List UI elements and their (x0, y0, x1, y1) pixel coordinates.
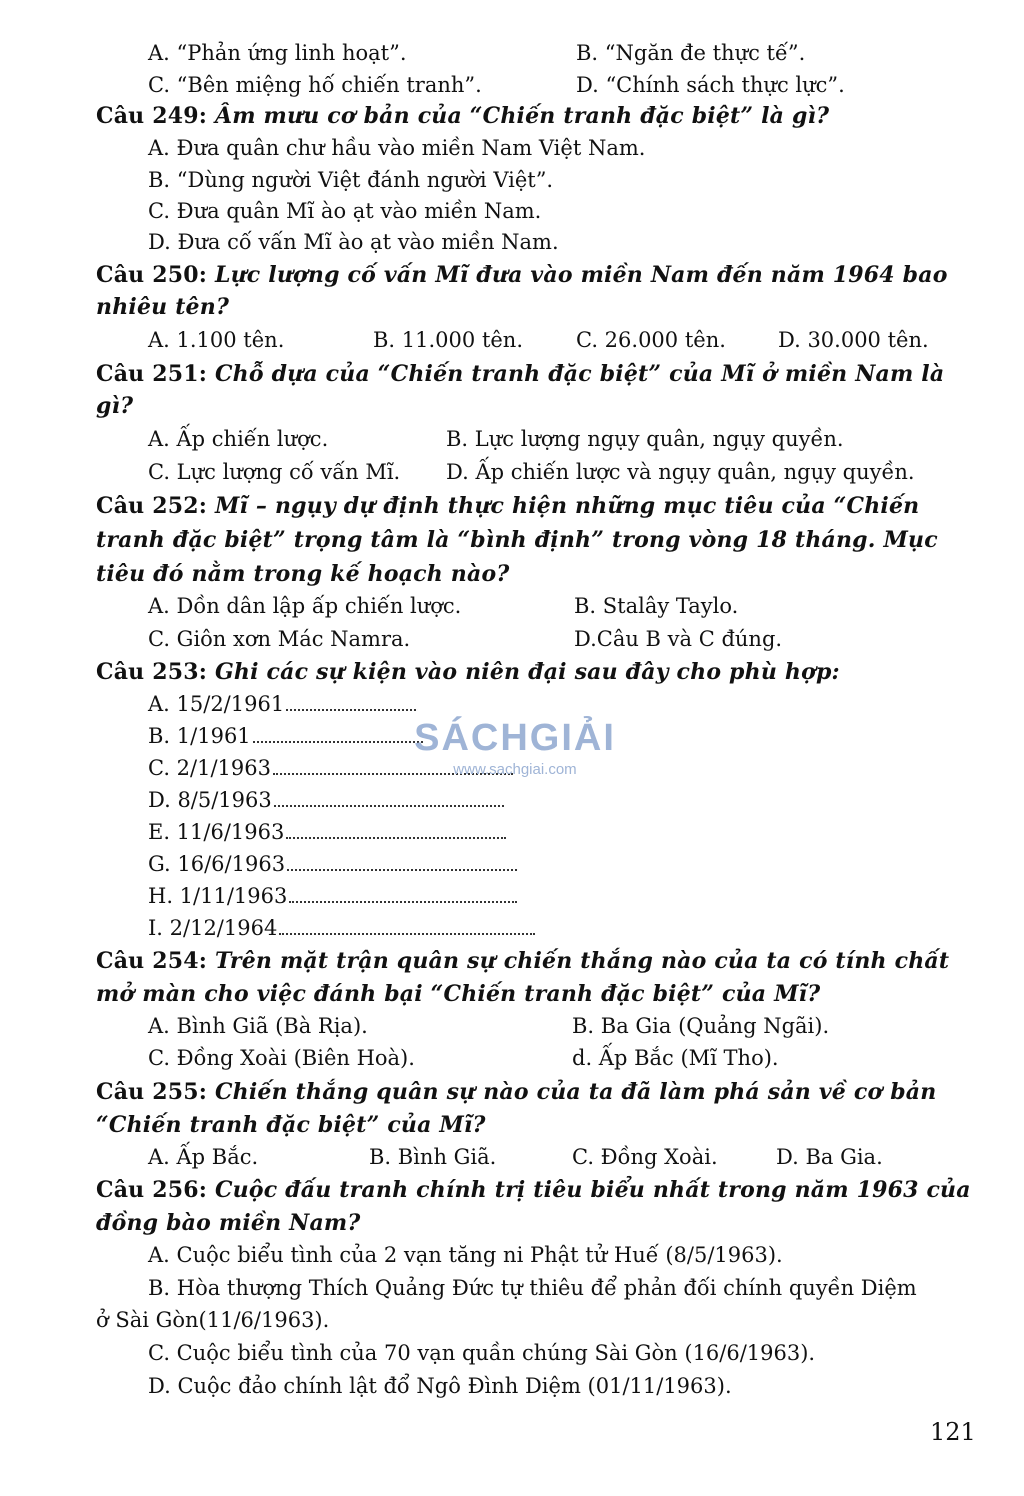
question-text: mở màn cho việc đánh bại “Chiến tranh đặc biệt” của Mĩ? (96, 981, 821, 1007)
q253-item-i (148, 912, 535, 944)
q253-item-e (148, 816, 506, 848)
question-number: Câu 256: (96, 1177, 208, 1203)
question-254-cont (96, 978, 820, 1010)
question-text: “Chiến tranh đặc biệt” của Mĩ? (96, 1112, 486, 1138)
question-255 (96, 1076, 936, 1108)
q250-option-c: C. 26.000 tên. (576, 328, 726, 352)
item-label: H. 1/11/1963 (148, 884, 288, 908)
q252-option-c: C. Giôn xơn Mác Namra. (148, 627, 411, 651)
q253-item-h (148, 880, 517, 912)
question-252-cont2 (96, 558, 509, 590)
item-label: D. 8/5/1963 (148, 788, 272, 812)
q255-option-c: C. Đồng Xoài. (572, 1145, 718, 1169)
watermark-url: www.sachgiai.com (453, 761, 577, 778)
question-text: Chiến thắng quân sự nào của ta đã làm phá sản về cơ bản (214, 1079, 937, 1105)
question-251-cont (96, 390, 133, 422)
blank-line (279, 915, 535, 935)
question-text: Mĩ – ngụy dự định thực hiện những mục tiêu của “Chiến (214, 493, 920, 519)
question-254 (96, 945, 949, 977)
q256-option-b-cont: ở Sài Gòn(11/6/1963). (96, 1308, 330, 1332)
q249-option-d: D. Đưa cố vấn Mĩ ào ạt vào miền Nam. (148, 230, 559, 254)
q256-option-d: D. Cuộc đảo chính lật đổ Ngô Đình Diệm (01/11/1963). (148, 1374, 732, 1398)
q253-item-g (148, 848, 517, 880)
blank-line (286, 819, 506, 839)
blank-line (286, 691, 416, 711)
q256-option-c: C. Cuộc biểu tình của 70 vạn quần chúng Sài Gòn (16/6/1963). (148, 1341, 816, 1365)
q256-option-b: B. Hòa thượng Thích Quảng Đức tự thiêu để phản đối chính quyền Diệm (148, 1276, 917, 1300)
q255-option-a: A. Ấp Bắc. (148, 1145, 259, 1169)
q254-option-d: d. Ấp Bắc (Mĩ Tho). (572, 1046, 779, 1070)
question-text: Lực lượng cố vấn Mĩ đưa vào miền Nam đến năm 1964 bao (214, 262, 948, 288)
q251-option-b: B. Lực lượng ngụy quân, ngụy quyền. (446, 427, 844, 451)
q249-option-a: A. Đưa quân chư hầu vào miền Nam Việt Nam. (148, 136, 646, 160)
q250-option-a: A. 1.100 tên. (148, 328, 285, 352)
question-text: Âm mưu cơ bản của “Chiến tranh đặc biệt” là gì? (214, 103, 830, 129)
q249-option-b: B. “Dùng người Việt đánh người Việt”. (148, 168, 554, 192)
q251-option-c: C. Lực lượng cố vấn Mĩ. (148, 460, 401, 484)
watermark-logo (410, 716, 620, 796)
q254-option-b: B. Ba Gia (Quảng Ngãi). (572, 1014, 830, 1038)
question-text: đồng bào miền Nam? (96, 1210, 361, 1236)
q252-option-a: A. Dồn dân lập ấp chiến lược. (148, 594, 462, 618)
blank-line (253, 723, 423, 743)
item-label: E. 11/6/1963 (148, 820, 285, 844)
option-d: D. “Chính sách thực lực”. (576, 73, 845, 97)
q254-option-a: A. Bình Giã (Bà Rịa). (148, 1014, 368, 1038)
q253-item-b (148, 720, 423, 752)
question-256 (96, 1174, 971, 1206)
page-number: 121 (930, 1418, 976, 1446)
question-text: Chỗ dựa của “Chiến tranh đặc biệt” của Mĩ ở miền Nam là (214, 361, 945, 387)
question-number: Câu 254: (96, 948, 208, 974)
item-label: I. 2/12/1964 (148, 916, 278, 940)
question-number: Câu 249: (96, 103, 208, 129)
option-c: C. “Bên miệng hố chiến tranh”. (148, 73, 482, 97)
question-text: tiêu đó nằm trong kế hoạch nào? (96, 561, 510, 587)
item-label: A. 15/2/1961 (148, 692, 285, 716)
question-number: Câu 250: (96, 262, 208, 288)
q253-item-a (148, 688, 416, 720)
q255-option-b: B. Bình Giã. (369, 1145, 497, 1169)
question-250-cont (96, 291, 229, 323)
question-text: nhiêu tên? (96, 294, 230, 320)
q252-option-d: D.Câu B và C đúng. (574, 627, 783, 651)
question-number: Câu 252: (96, 493, 208, 519)
q250-option-b: B. 11.000 tên. (373, 328, 524, 352)
q252-option-b: B. Stalây Taylo. (574, 594, 739, 618)
item-label: G. 16/6/1963 (148, 852, 286, 876)
question-text: Trên mặt trận quân sự chiến thắng nào của ta có tính chất (214, 948, 950, 974)
question-249 (96, 100, 829, 132)
q255-option-d: D. Ba Gia. (776, 1145, 883, 1169)
question-number: Câu 255: (96, 1079, 208, 1105)
q251-option-d: D. Ấp chiến lược và ngụy quân, ngụy quyền. (446, 460, 915, 484)
question-253 (96, 656, 840, 688)
q251-option-a: A. Ấp chiến lược. (148, 427, 329, 451)
question-text: Ghi các sự kiện vào niên đại sau đây cho phù hợp: (214, 659, 840, 685)
item-label: C. 2/1/1963 (148, 756, 271, 780)
option-b: B. “Ngăn đe thực tế”. (576, 41, 806, 65)
option-a: A. “Phản ứng linh hoạt”. (148, 41, 407, 65)
question-text: tranh đặc biệt” trọng tâm là “bình định” trong vòng 18 tháng. Mục (96, 527, 938, 553)
q256-option-a: A. Cuộc biểu tình của 2 vạn tăng ni Phật tử Huế (8/5/1963). (148, 1243, 783, 1267)
q249-option-c: C. Đưa quân Mĩ ào ạt vào miền Nam. (148, 199, 542, 223)
question-text: gì? (96, 393, 134, 419)
question-number: Câu 253: (96, 659, 208, 685)
item-label: B. 1/1961 (148, 724, 251, 748)
question-251 (96, 358, 944, 390)
blank-line (289, 883, 517, 903)
watermark-brand: SÁCHGIẢI (414, 717, 616, 759)
question-text: Cuộc đấu tranh chính trị tiêu biểu nhất trong năm 1963 của (214, 1177, 971, 1203)
blank-line (287, 851, 517, 871)
question-252 (96, 490, 919, 522)
q254-option-c: C. Đồng Xoài (Biên Hoà). (148, 1046, 415, 1070)
question-256-cont (96, 1207, 361, 1239)
question-250 (96, 259, 948, 291)
question-255-cont (96, 1109, 486, 1141)
question-number: Câu 251: (96, 361, 208, 387)
question-252-cont (96, 524, 938, 556)
q250-option-d: D. 30.000 tên. (778, 328, 929, 352)
